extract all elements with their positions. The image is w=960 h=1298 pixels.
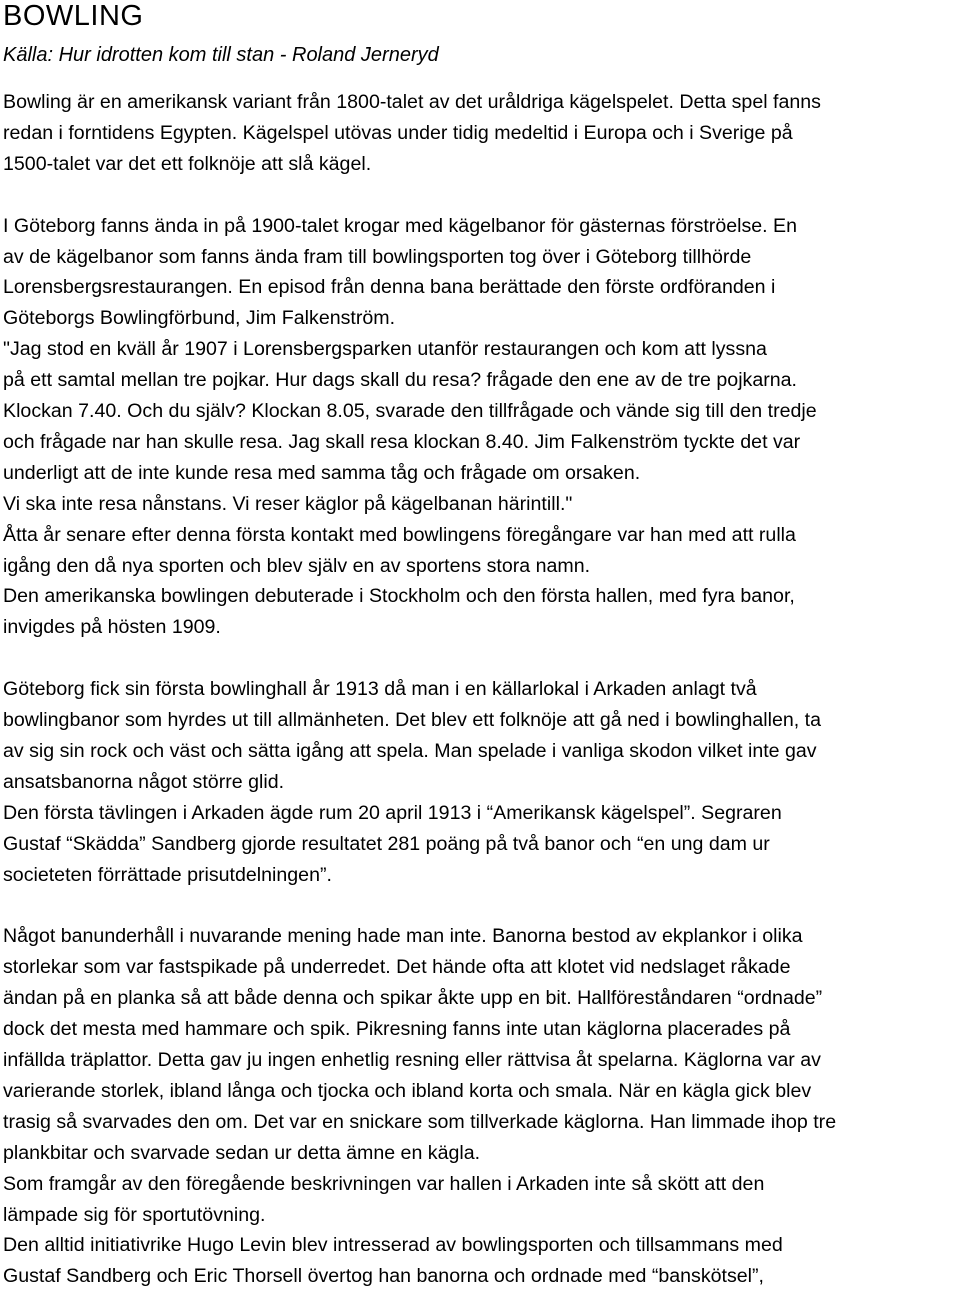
- text-line: underligt att de inte kunde resa med samma tåg och frågade om orsaken.: [3, 461, 641, 484]
- text-line: storlekar som var fastspikade på underredet. Det hände ofta att klotet vid nedslaget råkade: [3, 956, 791, 979]
- text-line: trasig så svarvades den om. Det var en snickare som tillverkade käglorna. Han limmade ihop tre: [3, 1110, 837, 1133]
- text-line: av de kägelbanor som fanns ända fram till bowlingsporten tog över i Göteborg tillhörde: [3, 245, 752, 268]
- text-line: invigdes på hösten 1909.: [3, 616, 221, 639]
- text-line: infällda träplattor. Detta gav ju ingen enhetlig resning eller rättvisa åt spelarna. Käglorna var av: [3, 1049, 821, 1072]
- text-line: av sig sin rock och väst och sätta igång att spela. Man spelade i vanliga skodon vilket inte gav: [3, 740, 817, 762]
- text-line: Göteborg fick sin första bowlinghall år 1913 då man i en källarlokal i Arkaden anlagt två: [3, 678, 757, 701]
- text-line: plankbitar och svarvade sedan ur detta ämne en kägla.: [3, 1141, 481, 1164]
- text-line: och frågade nar han skulle resa. Jag skall resa klockan 8.40. Jim Falkenström tyckte det var: [3, 430, 801, 453]
- text-line: bowlingbanor som hyrdes ut till allmänheten. Det blev ett folknöje att gå ned i bowlinghallen, ta: [3, 709, 821, 732]
- document-page: [3, 0, 960, 1292]
- text-line: Som framgår av den föregående beskrivningen var hallen i Arkaden inte så skött att den: [3, 1172, 765, 1195]
- text-line: ansatsbanorna något större glid.: [3, 770, 285, 793]
- text-line: Klockan 7.40. Och du själv? Klockan 8.05, svarade den tillfrågade och vände sig till den tredje: [3, 400, 817, 423]
- text-line: redan i forntidens Egypten. Kägelspel utövas under tidig medeltid i Europa och i Sverige på: [3, 121, 793, 144]
- text-line: Den amerikanska bowlingen debuterade i Stockholm och den första hallen, med fyra banor,: [3, 585, 795, 608]
- text-line: Åtta år senare efter denna första kontakt med bowlingens föregångare var han med att rulla: [3, 523, 796, 546]
- text-line: dock det mesta med hammare och spik. Pikresning fanns inte utan käglorna placerades på: [3, 1018, 791, 1041]
- text-line: Något banunderhåll i nuvarande mening hade man inte. Banorna bestod av ekplankor i olika: [3, 925, 803, 948]
- document-body: [3, 87, 960, 1292]
- text-line: Lorensbergsrestaurangen. En episod från denna bana berättade den förste ordföranden i: [3, 276, 776, 299]
- text-line: Gustaf Sandberg och Eric Thorsell övertog han banorna och ordnade med “banskötsel”,: [3, 1265, 764, 1288]
- text-line: Bowling är en amerikansk variant från 1800-talet av det uråldriga kägelspelet. Detta spel fanns: [3, 91, 821, 113]
- page-title: BOWLING: [3, 0, 144, 32]
- text-line: igång den då nya sporten och blev själv en av sportens stora namn.: [3, 554, 591, 577]
- text-line: societeten förrättade prisutdelningen”.: [3, 863, 332, 886]
- text-line: Den första tävlingen i Arkaden ägde rum 20 april 1913 i “Amerikansk kägelspel”. Segraren: [3, 801, 782, 824]
- source-line: Källa: Hur idrotten kom till stan - Roland Jerneryd: [3, 44, 439, 66]
- paragraph-gap: [3, 180, 960, 211]
- text-line: Den alltid initiativrike Hugo Levin blev intresserad av bowlingsporten och tillsammans med: [3, 1234, 783, 1257]
- text-line: "Jag stod en kväll år 1907 i Lorensbergsparken utanför restaurangen och kom att lyssna: [3, 338, 767, 361]
- paragraph-gap: [3, 643, 960, 674]
- text-line: 1500-talet var det ett folknöje att slå kägel.: [3, 152, 372, 175]
- text-line: på ett samtal mellan tre pojkar. Hur dags skall du resa? frågade den ene av de tre pojkarna.: [3, 369, 798, 392]
- text-line: varierande storlek, ibland långa och tjocka och ibland korta och smala. När en kägla gick blev: [3, 1079, 812, 1102]
- text-line: Göteborgs Bowlingförbund, Jim Falkenström.: [3, 307, 396, 330]
- text-line: ändan på en planka så att både denna och spikar åkte upp en bit. Hallföreståndaren “ordnade”: [3, 987, 823, 1010]
- text-line: lämpade sig för sportutövning.: [3, 1203, 266, 1226]
- text-line: Vi ska inte resa nånstans. Vi reser käglor på kägelbanan härintill.": [3, 492, 573, 515]
- text-line: I Göteborg fanns ända in på 1900-talet krogar med kägelbanor för gästernas förströelse. En: [3, 214, 798, 237]
- text-line: Gustaf “Skädda” Sandberg gjorde resultatet 281 poäng på två banor och “en ung dam ur: [3, 832, 770, 855]
- paragraph-gap: [3, 891, 960, 922]
